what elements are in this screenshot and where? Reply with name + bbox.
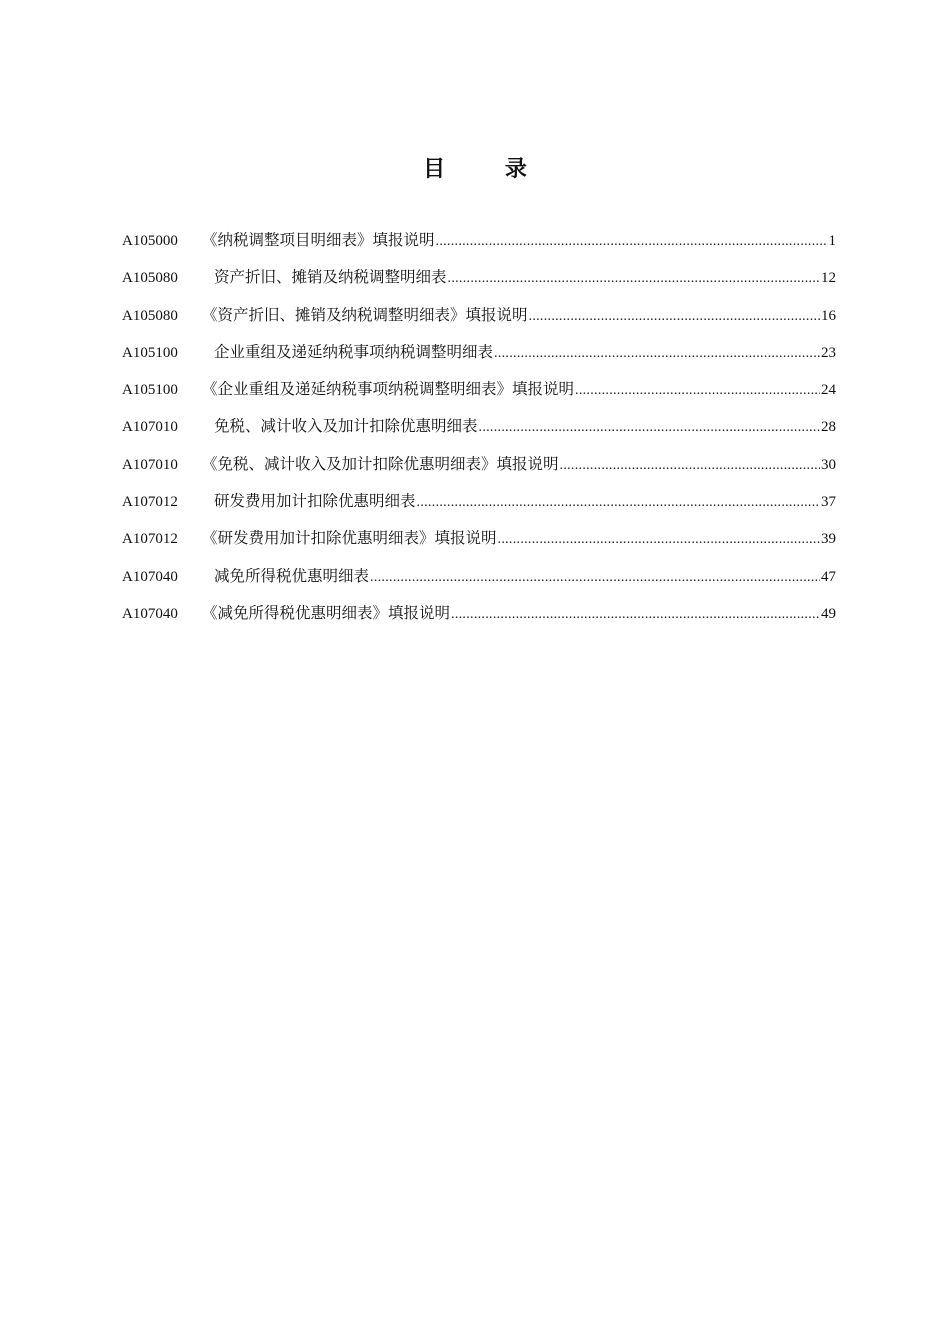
toc-entry-page: 37: [821, 494, 836, 511]
toc-title: 目 录: [423, 156, 553, 182]
toc-entry[interactable]: [122, 564, 836, 601]
toc-entry-page: 30: [821, 456, 836, 473]
toc-entry-text: 《免税、减计收入及加计扣除优惠明细表》填报说明: [202, 454, 559, 473]
toc-entry[interactable]: [122, 601, 836, 638]
toc-dot-leader: [575, 383, 820, 399]
toc-entry-code: A107040: [122, 605, 178, 622]
toc-dot-leader: [498, 532, 820, 548]
toc-entry[interactable]: [122, 377, 836, 414]
toc-entry-text: 研发费用加计扣除优惠明细表: [214, 492, 416, 511]
toc-entry-page: 16: [821, 307, 836, 324]
toc-entry-text: 减免所得税优惠明细表: [214, 566, 370, 585]
toc-entry-code: A105000: [122, 233, 178, 249]
toc-entry[interactable]: [122, 414, 836, 451]
toc-list: [122, 228, 836, 638]
toc-dot-leader: [560, 458, 820, 474]
toc-dot-leader: [436, 234, 828, 250]
toc-entry-text: 《减免所得税优惠明细表》填报说明: [202, 603, 451, 622]
toc-entry-text: 《资产折旧、摊销及纳税调整明细表》填报说明: [202, 305, 528, 324]
toc-entry-code: A105080: [122, 270, 178, 287]
toc-entry-text: 《企业重组及递延纳税事项纳税调整明细表》填报说明: [202, 380, 575, 399]
toc-entry-text: 免税、减计收入及加计扣除优惠明细表: [214, 417, 478, 436]
toc-entry-page: 47: [821, 568, 836, 585]
toc-dot-leader: [494, 346, 820, 362]
toc-dot-leader: [479, 420, 820, 436]
toc-entry-code: A107010: [122, 456, 178, 473]
toc-entry-page: 49: [821, 605, 836, 622]
toc-entry-code: A107012: [122, 531, 178, 548]
toc-entry[interactable]: [122, 303, 836, 340]
toc-entry[interactable]: [122, 452, 836, 489]
toc-dot-leader: [417, 495, 820, 511]
toc-entry-text: 《研发费用加计扣除优惠明细表》填报说明: [202, 529, 497, 548]
toc-entry[interactable]: [122, 489, 836, 526]
toc-entry-code: A105100: [122, 344, 178, 361]
toc-entry-page: 23: [821, 344, 836, 361]
toc-dot-leader: [451, 607, 820, 623]
toc-entry-code: A107040: [122, 568, 178, 585]
toc-dot-leader: [529, 309, 820, 325]
toc-entry-text: 《纳税调整项目明细表》填报说明: [202, 231, 435, 249]
toc-dot-leader: [370, 570, 820, 586]
toc-entry-code: A107012: [122, 494, 178, 511]
toc-entry[interactable]: [122, 228, 836, 265]
toc-entry-code: A105080: [122, 307, 178, 324]
toc-entry-page: 12: [821, 270, 836, 287]
toc-entry[interactable]: [122, 526, 836, 563]
toc-entry[interactable]: [122, 340, 836, 377]
toc-entry-page: 1: [828, 233, 836, 249]
toc-entry-page: 28: [821, 419, 836, 436]
toc-entry[interactable]: [122, 265, 836, 302]
toc-entry-page: 39: [821, 531, 836, 548]
toc-entry-code: A107010: [122, 419, 178, 436]
toc-entry-page: 24: [821, 382, 836, 399]
toc-entry-text: 资产折旧、摊销及纳税调整明细表: [214, 268, 447, 287]
toc-dot-leader: [448, 271, 820, 287]
toc-entry-text: 企业重组及递延纳税事项纳税调整明细表: [214, 342, 494, 361]
toc-entry-code: A105100: [122, 382, 178, 399]
